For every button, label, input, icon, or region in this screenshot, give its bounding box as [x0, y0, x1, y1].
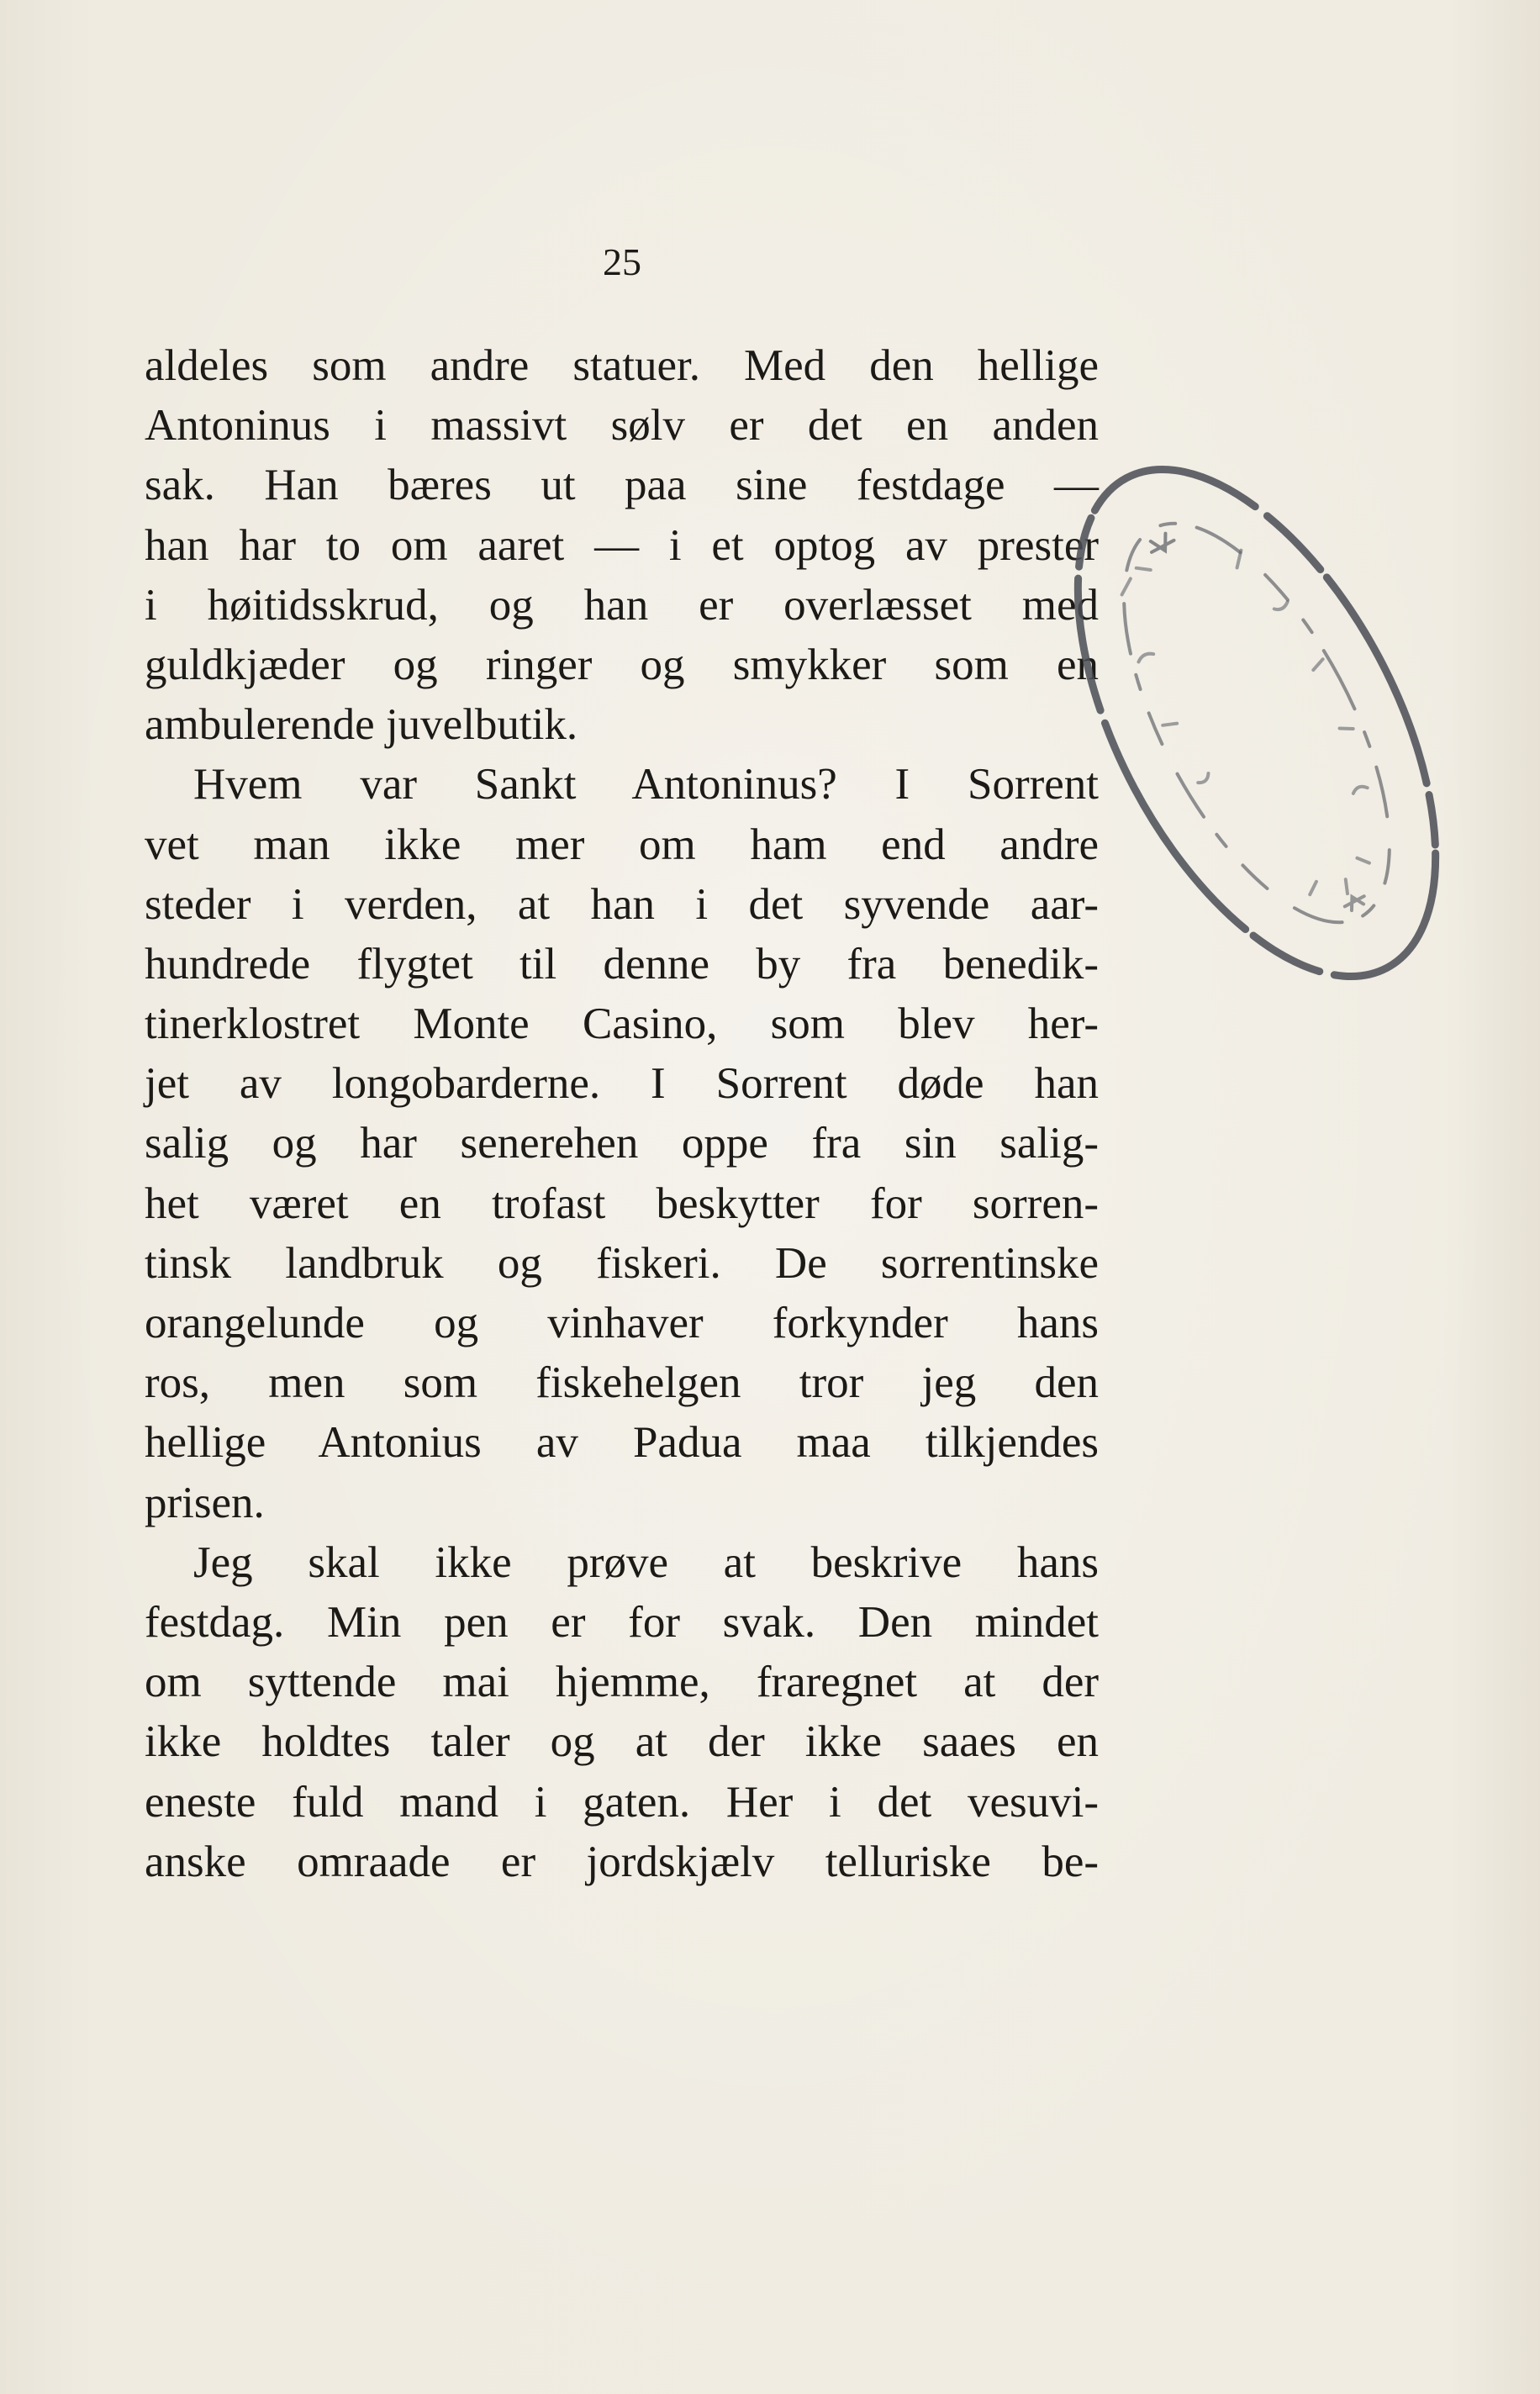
text-line: Hvem var Sankt Antoninus? I Sorrent — [193, 760, 1099, 809]
text-line: Antoninus i massivt sølv er det en anden — [145, 401, 1099, 451]
text-line: i høitidsskrud, og han er overlæsset med — [145, 580, 1099, 630]
text-line: om syttende mai hjemme, fraregnet at der — [145, 1658, 1099, 1707]
text-line: ros, men som fiskehelgen tror jeg den — [145, 1358, 1099, 1408]
text-line: ambulerende juvelbutik. — [145, 700, 578, 750]
text-line: sak. Han bæres ut paa sine festdage — — [145, 461, 1099, 510]
body-text — [145, 336, 1099, 1892]
text-line: hundrede flygtet til denne by fra benedik- — [145, 939, 1099, 989]
text-line: tinsk landbruk og fiskeri. De sorrentinske — [145, 1238, 1099, 1288]
text-line: tinerklostret Monte Casino, som blev her- — [145, 999, 1099, 1049]
text-line: jet av longobarderne. I Sorrent døde han — [145, 1059, 1099, 1109]
text-line: anske omraade er jordskjælv telluriske be- — [145, 1837, 1099, 1886]
text-line: guldkjæder og ringer og smykker som en — [145, 640, 1099, 689]
text-line: salig og har senerehen oppe fra sin salig- — [145, 1119, 1099, 1168]
text-line: han har to om aaret — i et optog av prester — [145, 520, 1099, 570]
text-line: festdag. Min pen er for svak. Den mindet — [145, 1597, 1099, 1647]
text-line: Jeg skal ikke prøve at beskrive hans — [193, 1537, 1099, 1587]
text-line: orangelunde og vinhaver forkynder hans — [145, 1299, 1099, 1347]
page-number: 25 — [603, 240, 641, 283]
text-line: het været en trofast beskytter for sorren- — [145, 1179, 1099, 1228]
text-line: prisen. — [145, 1478, 265, 1527]
text-line: eneste fuld mand i gaten. Her i det vesuvi- — [145, 1777, 1099, 1827]
text-line: ikke holdtes taler og at der ikke saaes en — [145, 1717, 1099, 1767]
library-stamp — [1055, 395, 1458, 1034]
text-line: aldeles som andre statuer. Med den hellige — [145, 341, 1099, 390]
text-line: vet man ikke mer om ham end andre — [145, 820, 1099, 869]
text-line: hellige Antonius av Padua maa tilkjendes — [145, 1418, 1099, 1468]
text-line: steder i verden, at han i det syvende aar- — [145, 879, 1099, 929]
